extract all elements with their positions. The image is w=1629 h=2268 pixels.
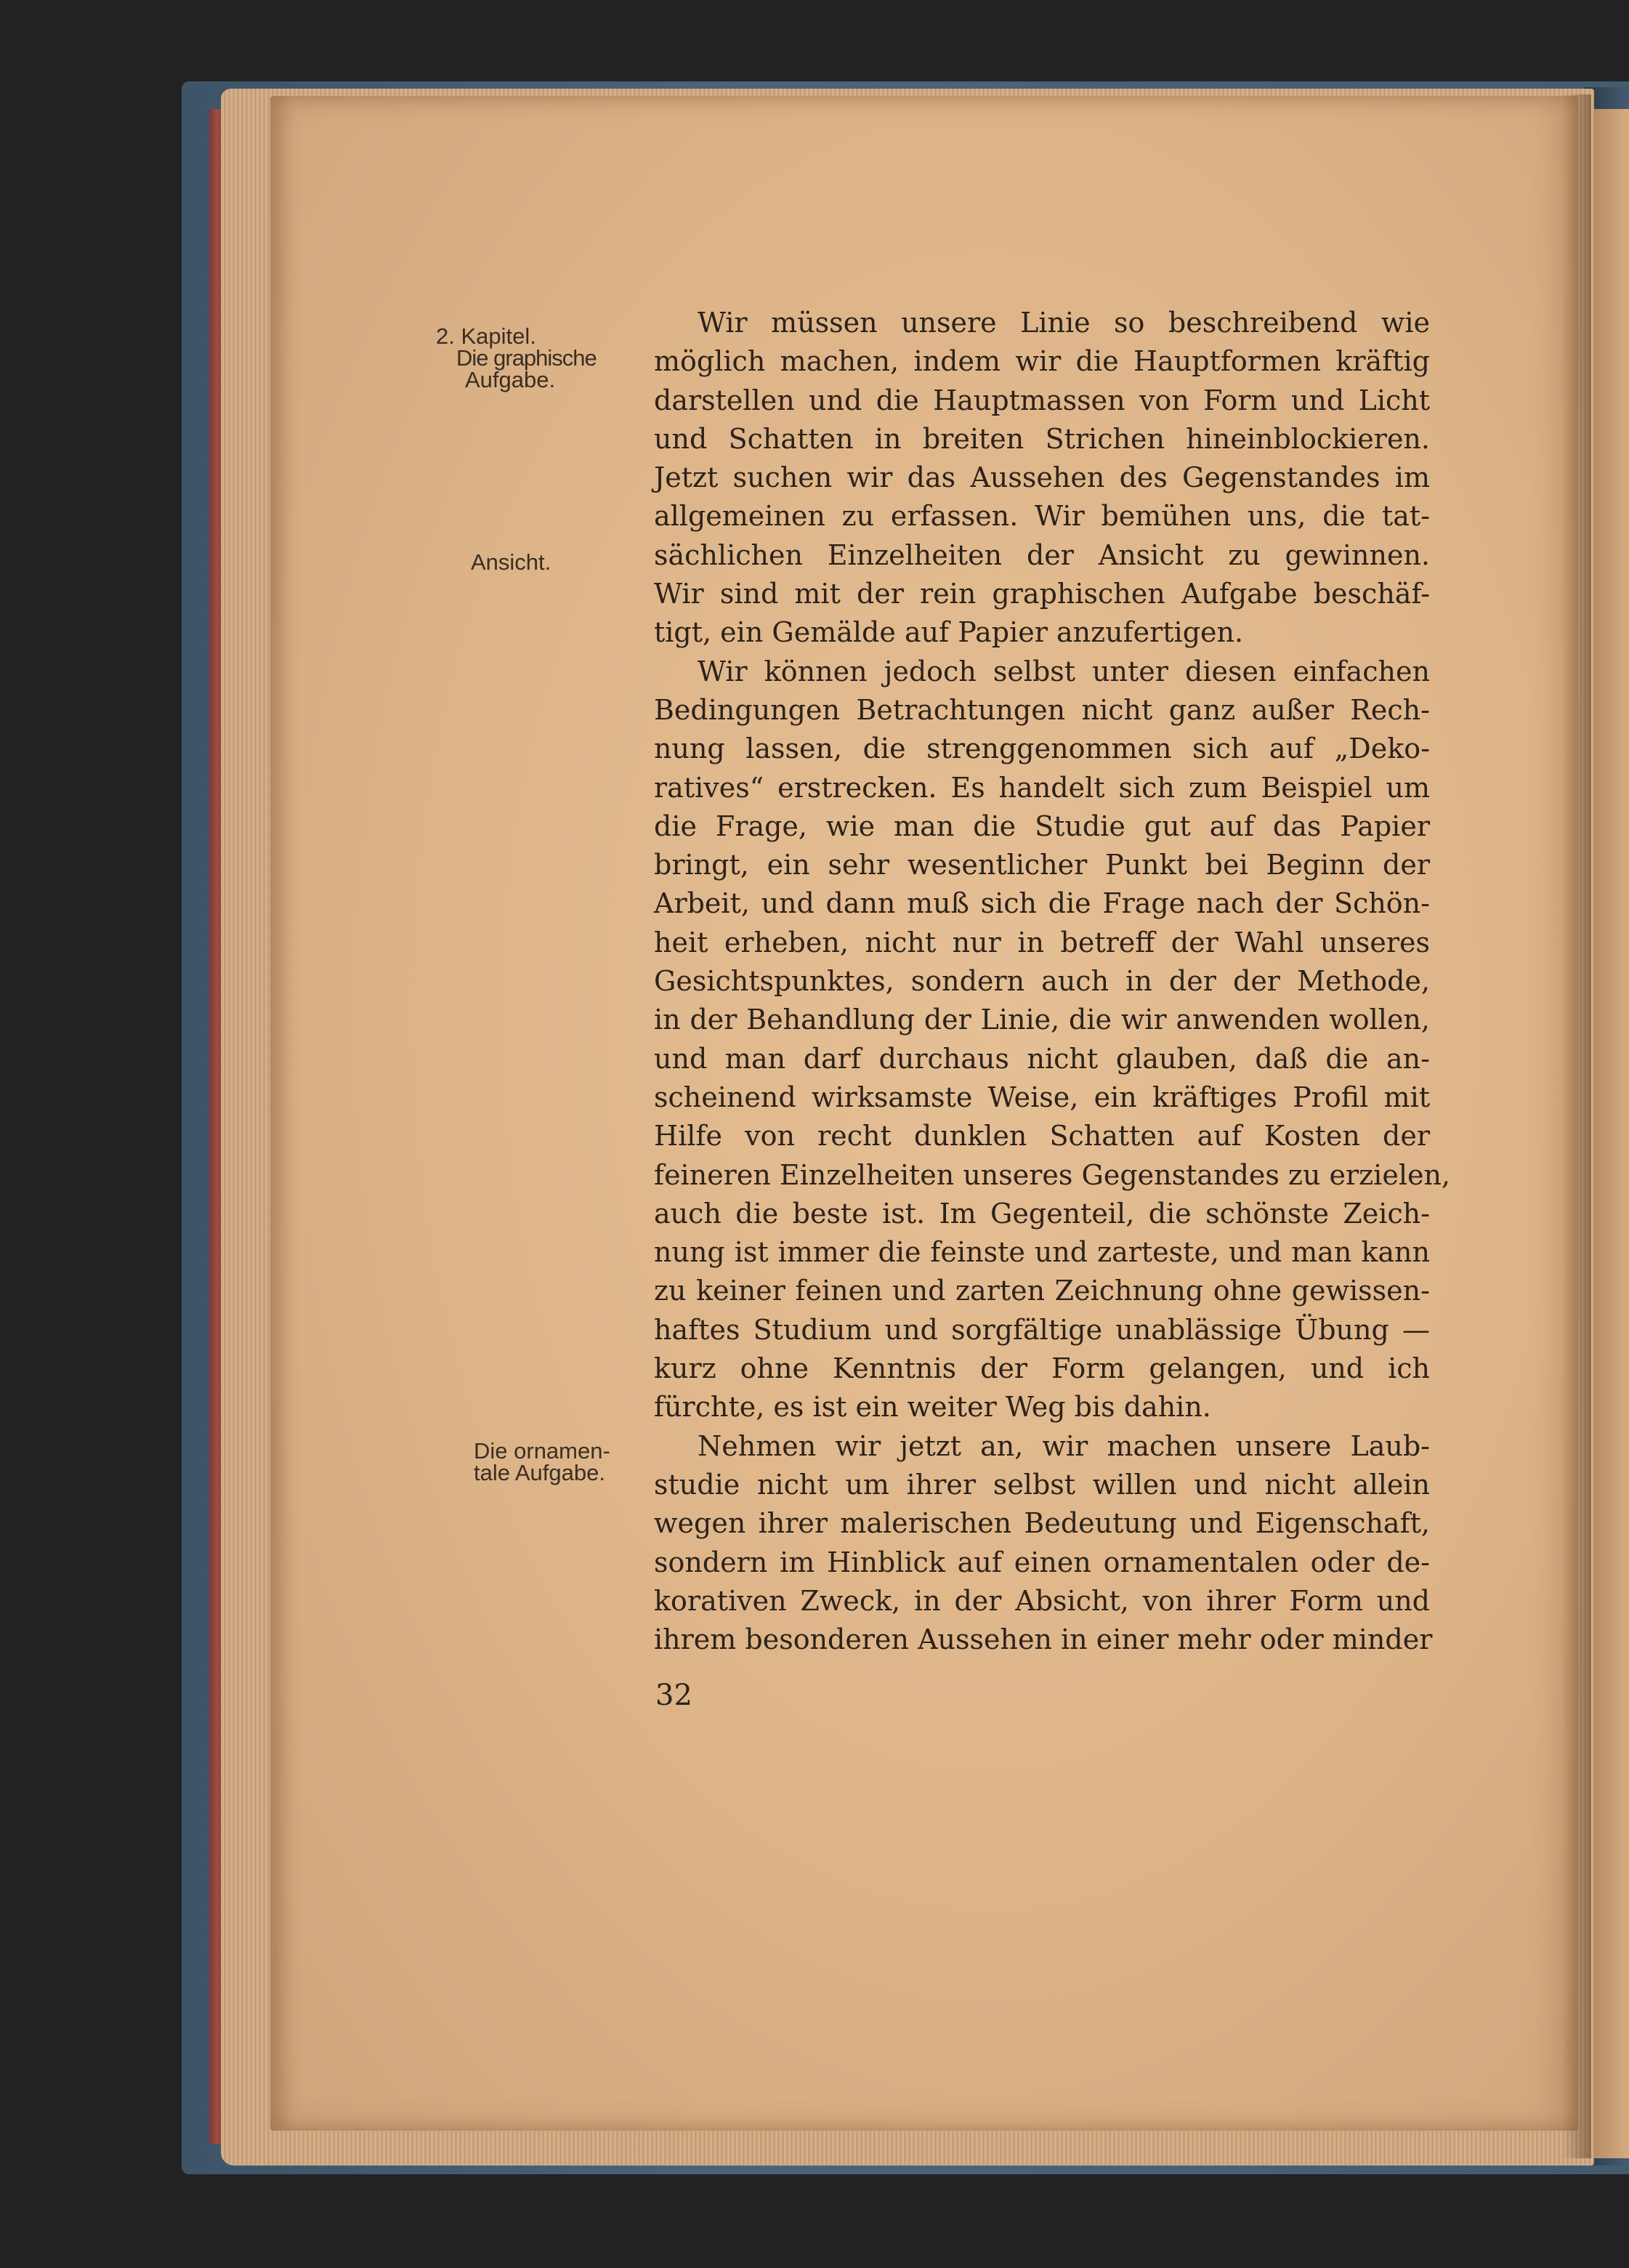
text-line: ratives“ erstrecken. Es handelt sich zum Beispiel um [654,771,1430,804]
text-line: Wir sind mit der rein graphischen Aufgabe beschäf- [654,578,1430,610]
text-line: tigt, ein Gemälde auf Papier anzufertigen. [654,616,1244,649]
text-line: haftes Studium und sorgfältige unablässige Übung — [654,1313,1430,1346]
text-line: sächlichen Einzelheiten der Ansicht zu gewinnen. [654,538,1430,571]
text-line: Nehmen wir jetzt an, wir machen unsere Laub- [698,1429,1430,1462]
text-line: fürchte, es ist ein weiter Weg bis dahin. [654,1391,1211,1424]
margin-note-chapter-line: Aufgabe. [465,367,556,392]
text-line: und man darf durchaus nicht glauben, daß die an- [654,1042,1430,1075]
margin-note-chapter [436,323,597,392]
text-line: wegen ihrer malerischen Bedeutung und Eigenschaft, [654,1507,1430,1540]
text-line: sondern im Hinblick auf einen ornamentalen oder de- [654,1546,1430,1578]
text-line: nung ist immer die feinste und zarteste, und man kann [654,1236,1430,1269]
text-line: nung lassen, die strenggenommen sich auf „Deko- [654,733,1430,765]
margin-note-chapter-line: Die graphische [456,345,597,371]
text-line: heit erheben, nicht nur in betreff der Wahl unseres [654,926,1430,959]
text-line: Arbeit, und dann muß sich die Frage nach der Schön- [654,887,1430,920]
margin-note-ornamental-line: tale Aufgabe. [474,1460,605,1485]
text-line: Wir müssen unsere Linie so beschreibend wie [698,307,1430,339]
text-line: Gesichtspunktes, sondern auch in der der Methode, [654,965,1430,998]
text-line: möglich machen, indem wir die Hauptformen kräftig [654,345,1430,378]
text-line: zu keiner feinen und zarten Zeichnung ohne gewissen- [654,1275,1430,1307]
text-line: kurz ohne Kenntnis der Form gelangen, und ich [654,1352,1430,1385]
margin-note-ornamental [474,1440,610,1484]
page-number: 32 [655,1679,692,1712]
margin-note-ornamental-line: Die ornamen- [474,1438,610,1464]
facing-page-edge [1588,109,1629,2158]
text-line: allgemeinen zu erfassen. Wir bemühen uns, die tat- [654,500,1430,533]
margin-note-chapter-line: 2. Kapitel. [436,323,536,349]
text-line: auch die beste ist. Im Gegenteil, die schönste Zeich- [654,1197,1430,1230]
text-line: bringt, ein sehr wesentlicher Punkt bei Beginn der [654,849,1430,881]
margin-note-ansicht: Ansicht. [471,549,551,575]
text-line: die Frage, wie man die Studie gut auf das Papier [654,810,1430,842]
body-text [654,304,1451,1659]
text-line: feineren Einzelheiten unseres Gegenstandes zu erzielen, [654,1158,1451,1191]
text-line: Wir können jedoch selbst unter diesen einfachen [698,655,1430,687]
text-line: Hilfe von recht dunklen Schatten auf Kosten der [654,1120,1430,1153]
text-line: scheinend wirksamste Weise, ein kräftiges Profil mit [654,1081,1430,1113]
text-line: Jetzt suchen wir das Aussehen des Gegenstandes im [654,461,1430,494]
text-line: in der Behandlung der Linie, die wir anwenden wollen, [654,1004,1430,1036]
text-line: ihrem besonderen Aussehen in einer mehr oder minder [654,1623,1433,1656]
text-line: Bedingungen Betrachtungen nicht ganz außer Rech- [654,693,1430,726]
text-line: und Schatten in breiten Strichen hineinblockieren. [654,422,1430,455]
text-line: studie nicht um ihrer selbst willen und nicht allein [654,1468,1430,1501]
text-line: korativen Zweck, in der Absicht, von ihrer Form und [654,1584,1430,1617]
book-gutter [1562,94,1591,2158]
text-line: darstellen und die Hauptmassen von Form und Licht [654,384,1430,416]
